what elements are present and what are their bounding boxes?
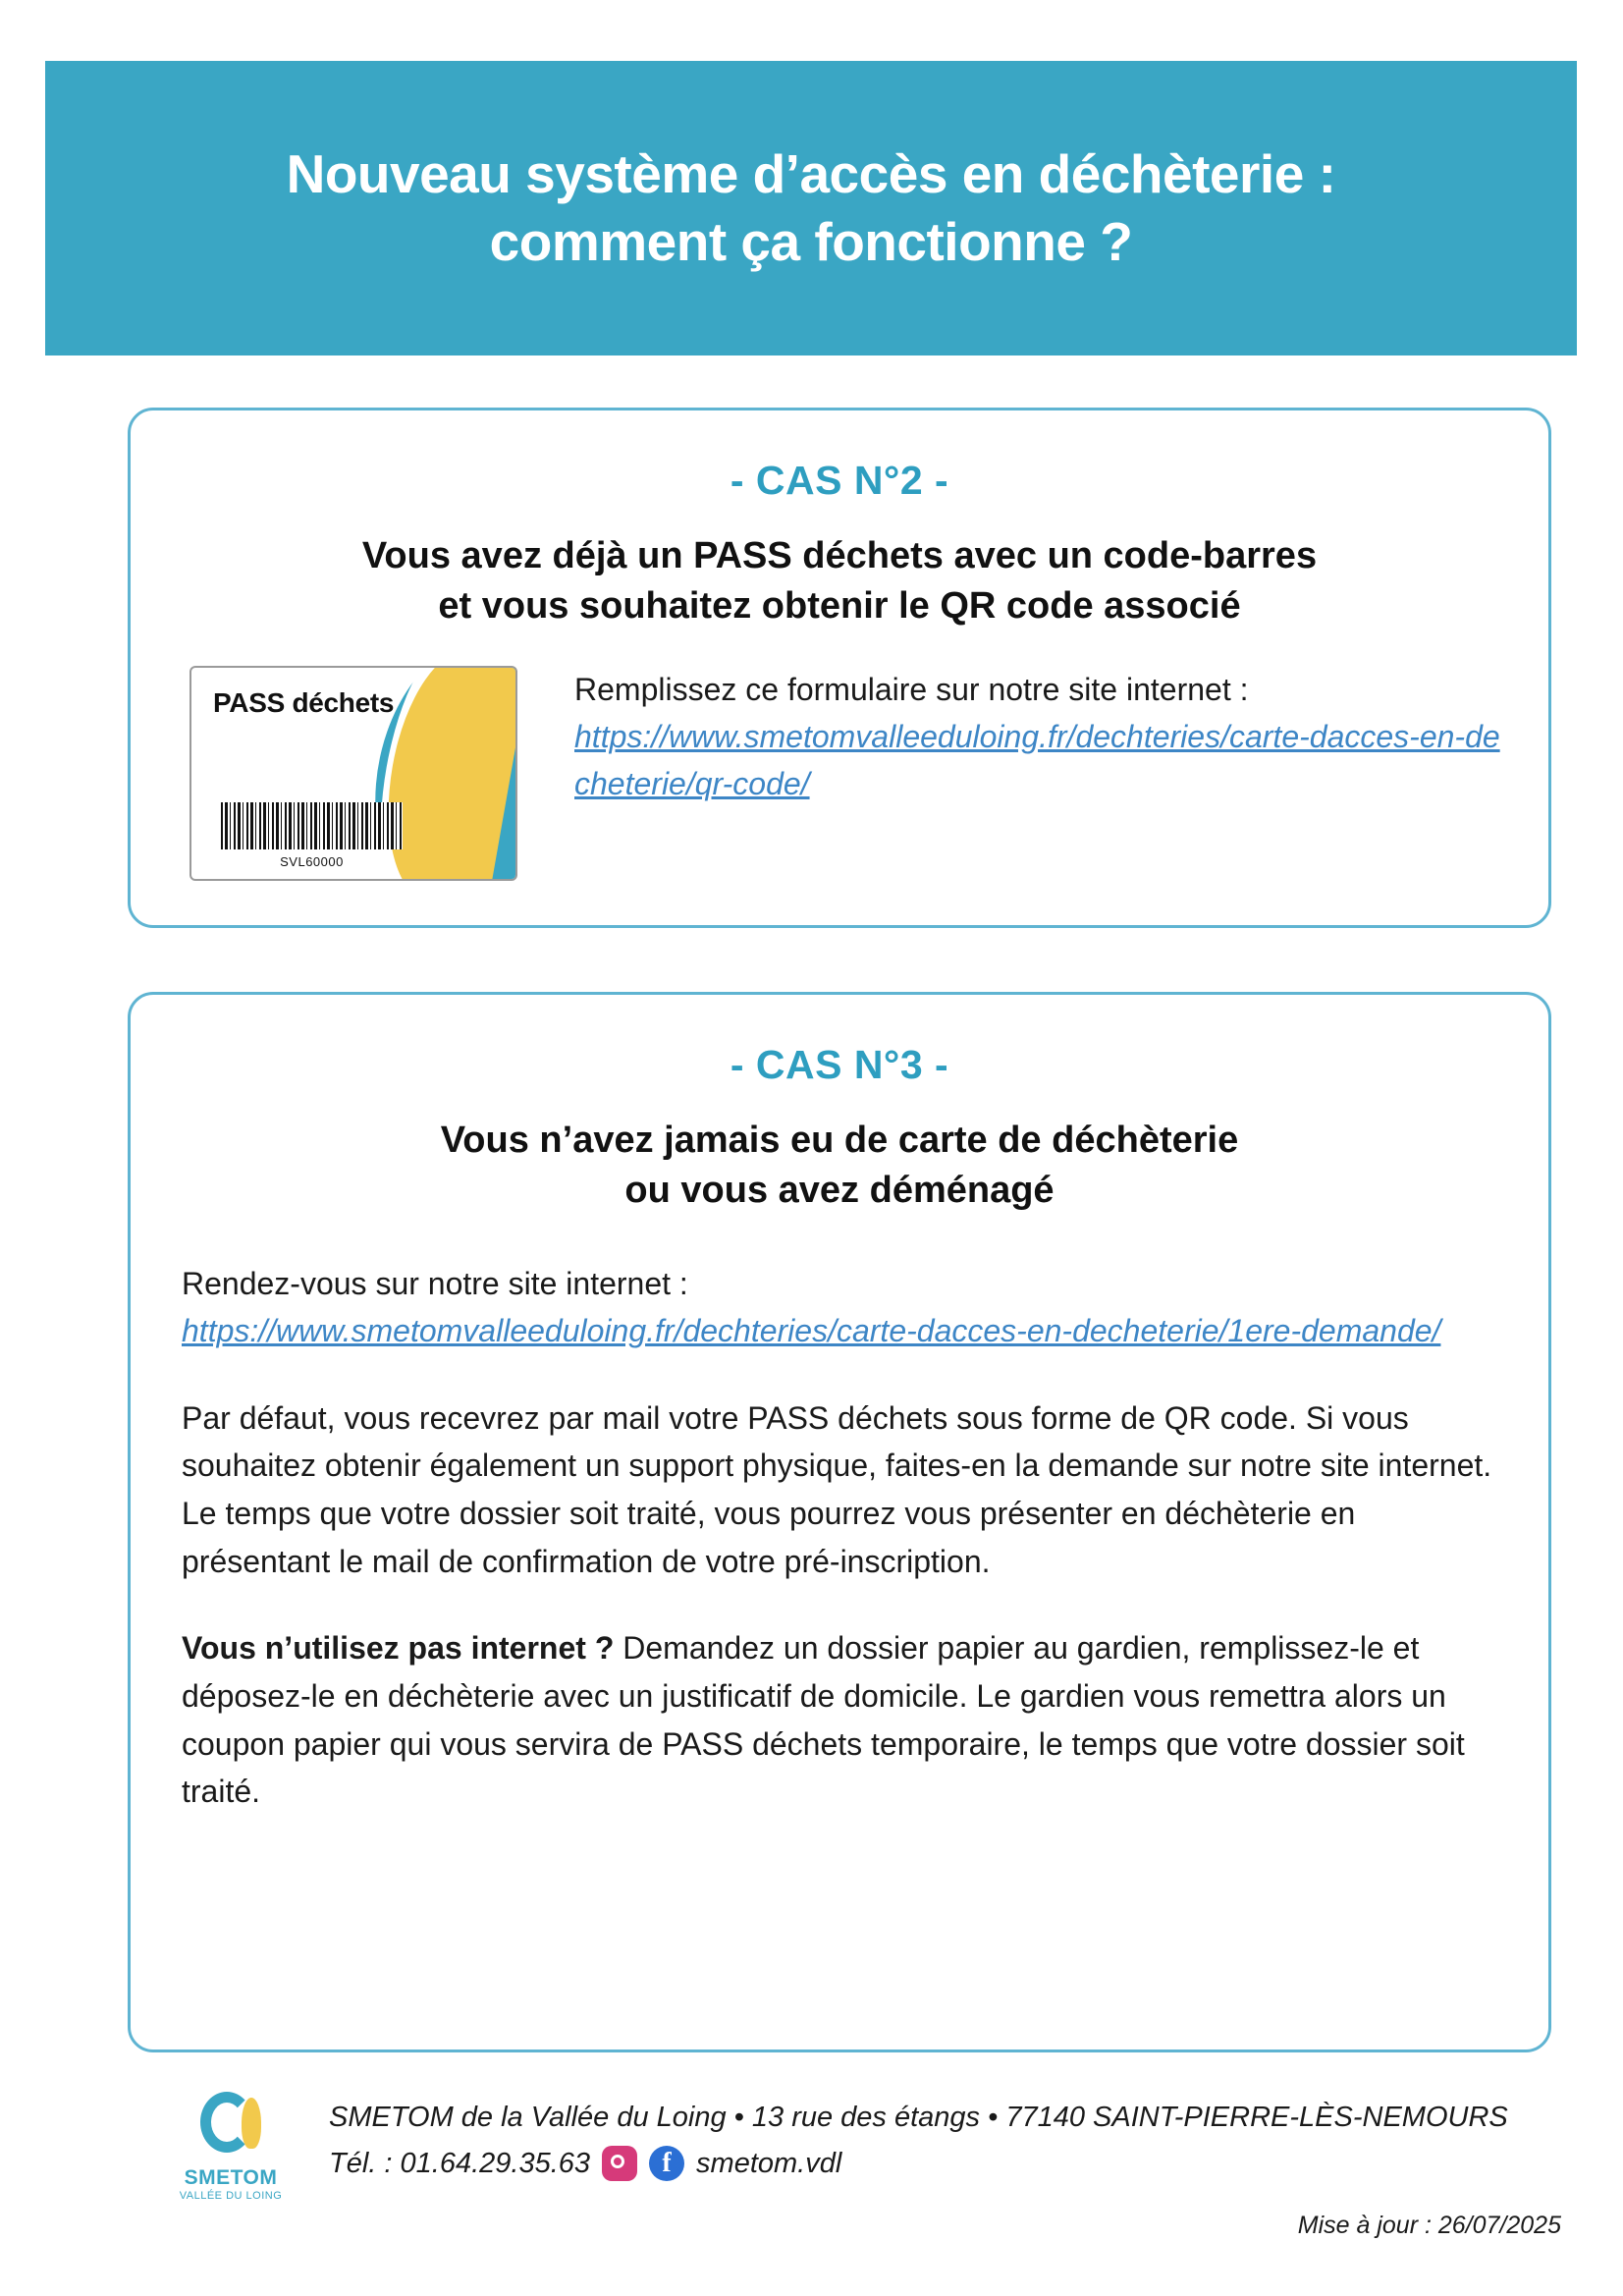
case-3-subtitle-line-2: ou vous avez déménagé bbox=[624, 1170, 1055, 1212]
case-2-subtitle-line-2: et vous souhaitez obtenir le QR code associé bbox=[438, 585, 1241, 628]
smetom-logo-icon bbox=[200, 2092, 261, 2162]
case-2-title: - CAS N°2 - bbox=[730, 458, 949, 503]
logo-name-text: SMETOM bbox=[184, 2166, 278, 2189]
case-2-body bbox=[131, 666, 1548, 881]
page-title-line-2: comment ça fonctionne ? bbox=[489, 211, 1133, 272]
footer-contact-block bbox=[329, 2096, 1508, 2186]
spacer bbox=[182, 1355, 1497, 1394]
case-2-instructions bbox=[574, 666, 1503, 807]
no-internet-rest: Demandez un dossier papier au gardien, remplissez-le et déposez-le en déchèterie avec un justificatif de domicile. Le gardien vous remettra alors un coupon papier qui vous servira de PASS déchets temporaire, le temps que votre dossier soit traité. bbox=[182, 1630, 1465, 1810]
page-header-banner bbox=[45, 61, 1577, 355]
page-footer bbox=[128, 2082, 1561, 2259]
footer-phone: Tél. : 01.64.29.35.63 bbox=[329, 2147, 591, 2179]
spacer bbox=[182, 1585, 1497, 1624]
logo-drop-shape bbox=[242, 2098, 261, 2149]
footer-phone-social-row bbox=[329, 2142, 1508, 2186]
case-3-intro-text: Rendez-vous sur notre site internet : bbox=[182, 1265, 688, 1301]
case-3-subtitle bbox=[131, 1116, 1548, 1217]
case-3-body bbox=[182, 1260, 1497, 1816]
page-title-line-1: Nouveau système d’accès en déchèterie : bbox=[286, 143, 1336, 205]
logo-subtitle-text: VALLÉE DU LOING bbox=[179, 2190, 283, 2202]
case-2-card bbox=[128, 408, 1551, 928]
case-3-paragraph-2: Le temps que votre dossier soit traité, vous pourrez vous présenter en déchèterie en présentant le mail de confirmation de votre pré-inscription. bbox=[182, 1496, 1356, 1579]
last-update-note: Mise à jour : 26/07/2025 bbox=[1297, 2212, 1561, 2239]
facebook-icon[interactable]: f bbox=[649, 2146, 684, 2181]
case-2-form-link[interactable]: https://www.smetomvalleeduloing.fr/dechteries/carte-dacces-en-decheterie/qr-code/ bbox=[574, 718, 1500, 801]
case-3-form-link[interactable]: https://www.smetomvalleeduloing.fr/dechteries/carte-dacces-en-decheterie/1ere-demande/ bbox=[182, 1313, 1441, 1349]
case-2-intro-text: Remplissez ce formulaire sur notre site internet : bbox=[574, 671, 1249, 707]
smetom-logo bbox=[157, 2092, 304, 2210]
case-3-no-internet-paragraph bbox=[182, 1624, 1497, 1816]
case-3-title: - CAS N°3 - bbox=[730, 1042, 949, 1087]
case-2-subtitle bbox=[131, 531, 1548, 632]
case-3-card bbox=[128, 992, 1551, 2052]
barcode-icon bbox=[221, 802, 403, 849]
pass-card-label: PASS déchets bbox=[213, 686, 395, 718]
pass-dechets-card-image bbox=[189, 666, 517, 881]
no-internet-lead: Vous n’utilisez pas internet ? bbox=[182, 1630, 615, 1667]
barcode-number: SVL60000 bbox=[280, 853, 344, 869]
footer-address: SMETOM de la Vallée du Loing • 13 rue des étangs • 77140 SAINT-PIERRE-LÈS-NEMOURS bbox=[329, 2102, 1508, 2133]
footer-social-handle: smetom.vdl bbox=[696, 2147, 842, 2179]
case-2-subtitle-line-1: Vous avez déjà un PASS déchets avec un code-barres bbox=[361, 535, 1318, 576]
case-3-subtitle-line-1: Vous n’avez jamais eu de carte de déchèterie bbox=[440, 1120, 1239, 1161]
case-3-paragraph-1: Par défaut, vous recevrez par mail votre PASS déchets sous forme de QR code. Si vous souhaitez obtenir également un support physique, faites-en la demande sur notre site internet. bbox=[182, 1399, 1492, 1484]
instagram-icon[interactable] bbox=[602, 2146, 637, 2181]
